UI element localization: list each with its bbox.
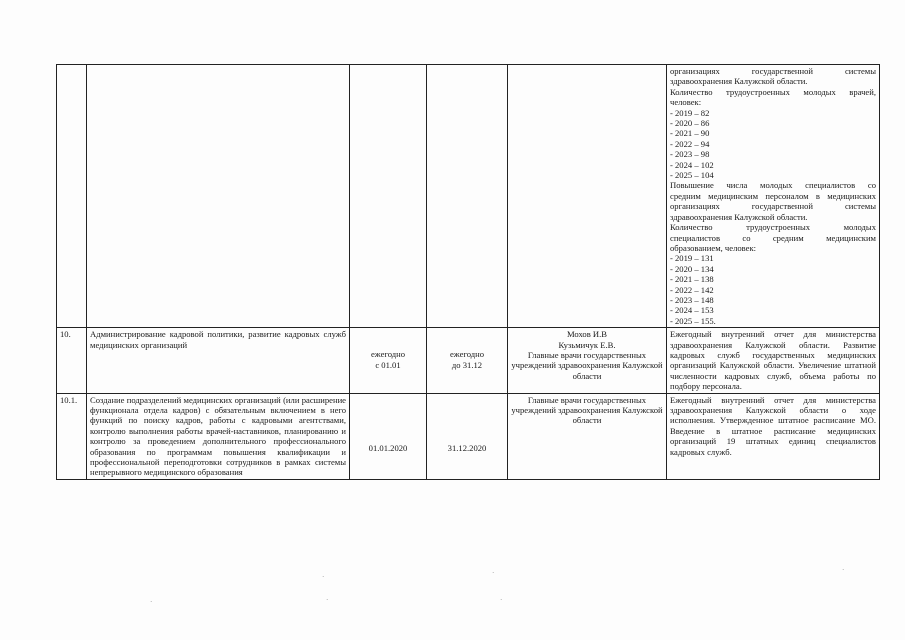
cell-result-continuation [667, 65, 880, 328]
row-number: 10. [57, 328, 87, 393]
result-line: - 2019 – 82 [670, 107, 710, 118]
end-date-line: 31.12.2020 [447, 442, 487, 453]
result-line: специалистов со средним медицинским [670, 232, 876, 243]
result-line: - 2020 – 134 [670, 263, 714, 274]
responsible: Главные врачи государственных учреждений здравоохранения Калужской области [508, 393, 667, 479]
result-line: - 2019 – 131 [670, 253, 714, 264]
expected-result: Ежегодный внутренний отчет для министерства здравоохранения Калужской области о ходе исполнения. Утвержденное штатное расписание МО. Введение в штатное расписание медицинских организаций 19 штатных единиц специалистов кадровых служб. [667, 393, 880, 479]
result-line: - 2022 – 94 [670, 138, 710, 149]
responsible-line: Главные врачи государственных учреждений здравоохранения Калужской области [511, 349, 663, 381]
end-date [427, 393, 508, 479]
cell-number-empty [57, 65, 87, 328]
cell-name-empty [87, 65, 350, 328]
scan-speck: · [842, 566, 845, 574]
row-number: 10.1. [57, 393, 87, 479]
responsible [508, 328, 667, 393]
scan-speck: · [500, 596, 503, 604]
cell-start-empty [350, 65, 427, 328]
result-line: человек: [670, 97, 702, 108]
scan-speck: · [326, 596, 329, 604]
measure-name: Создание подразделений медицинских организаций (или расширение функционала отдела кадров) с обязательным включением в него функций по поиску кадров, работы с кадровыми агентствами, контролю выполнения работы врачей-наставников, планированию и контролю за проведением дополнительного профессионального образования по программам повышения квалификации и профессиональной переподготовки сотрудников в рамках системы непрерывного медицинского образования [87, 393, 350, 479]
end-date-line: ежегодно [449, 349, 485, 360]
start-date [350, 328, 427, 393]
result-line: Количество трудоустроенных молодых врачей, [670, 86, 876, 97]
responsible-line: Мохов И.В [566, 329, 608, 340]
measure-name: Администрирование кадровой политики, развитие кадровых служб медицинских организаций [87, 328, 350, 393]
result-line: - 2023 – 98 [670, 149, 710, 160]
table-row-10 [57, 328, 880, 393]
result-line: - 2022 – 142 [670, 284, 714, 295]
table-row-10-1 [57, 393, 880, 479]
start-date-line: ежегодно [370, 349, 406, 360]
scan-speck: · [492, 569, 495, 577]
result-line: организациях государственной системы [670, 66, 876, 76]
result-line: Количество трудоустроенных молодых [670, 222, 876, 233]
result-line: средним медицинским персоналом в медицинских [670, 190, 876, 201]
result-line: Повышение числа молодых специалистов со [670, 180, 876, 191]
start-date [350, 393, 427, 479]
result-line: - 2025 – 104 [670, 170, 714, 181]
cell-responsible-empty [508, 65, 667, 328]
scan-speck: · [322, 573, 325, 581]
table-row-continuation [57, 65, 880, 328]
result-line: образованием, человек: [670, 242, 757, 253]
result-line: - 2024 – 102 [670, 159, 714, 170]
end-date [427, 328, 508, 393]
expected-result: Ежегодный внутренний отчет для министерства здравоохранения Калужской области. Развитие кадровых служб государственных медицинских организаций Калужской области. Увеличение штатной численности кадровых служб, объема работы по подбору персонала. [667, 328, 880, 393]
result-line: здравоохранения Калужской области. [670, 211, 808, 222]
responsible-line: Кузьмичук Е.В. [558, 339, 616, 350]
result-line: - 2021 – 90 [670, 128, 710, 139]
result-line: - 2023 – 148 [670, 294, 714, 305]
scan-speck: · [150, 598, 153, 606]
result-line: здравоохранения Калужской области. [670, 76, 808, 87]
result-line: - 2025 – 155. [670, 315, 716, 326]
cell-end-empty [427, 65, 508, 328]
result-line: - 2020 – 86 [670, 118, 710, 129]
result-line: организациях государственной системы [670, 201, 876, 212]
end-date-line: до 31.12 [451, 359, 483, 370]
result-line: - 2021 – 138 [670, 274, 714, 285]
start-date-line: 01.01.2020 [368, 442, 408, 453]
result-line: - 2024 – 153 [670, 305, 714, 316]
plan-table [56, 64, 880, 480]
start-date-line: с 01.01 [375, 359, 401, 370]
